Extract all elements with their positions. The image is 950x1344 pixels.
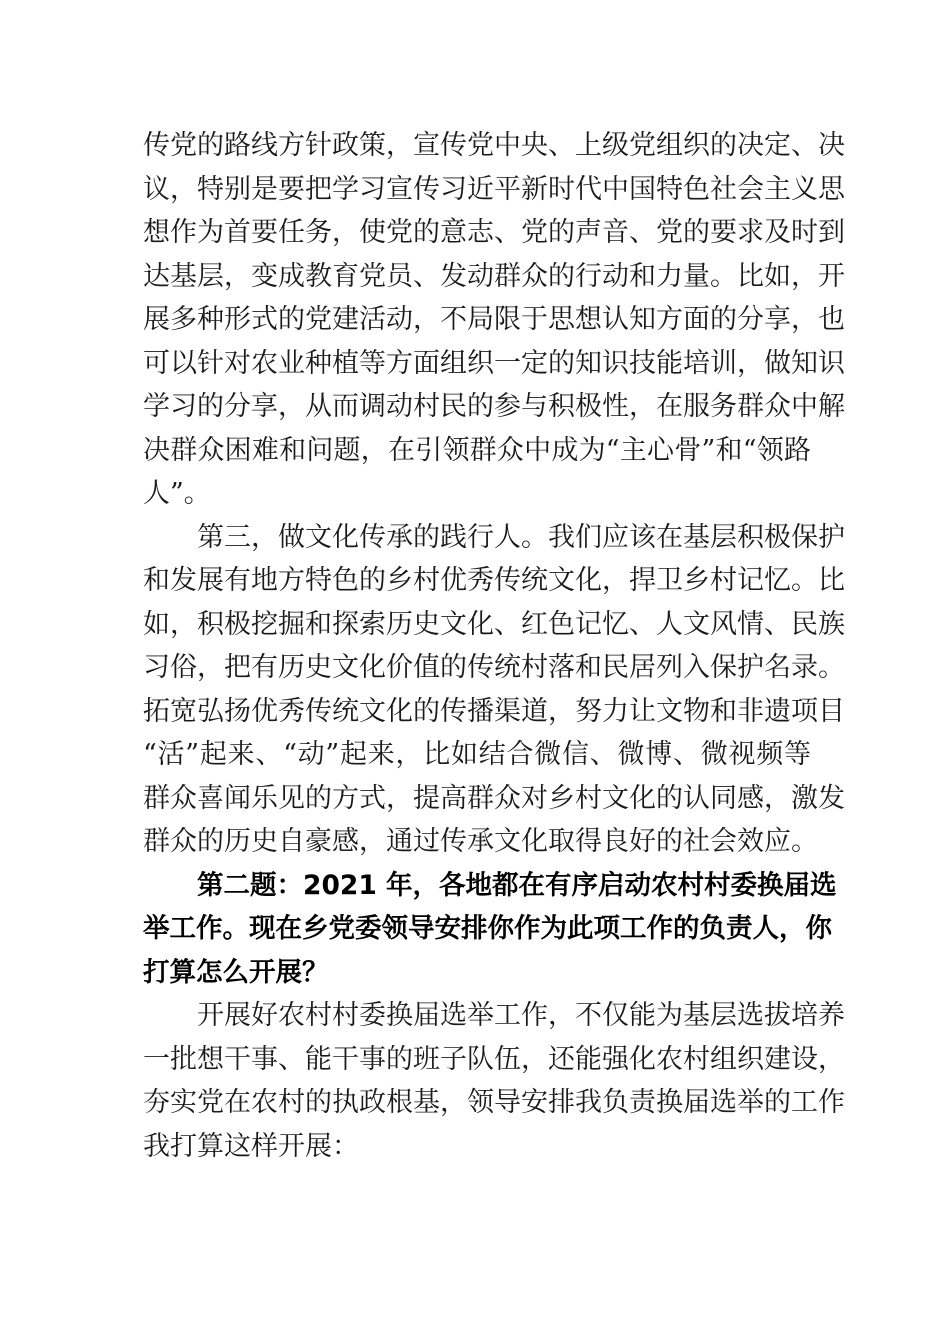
text-line: 拓宽弘扬优秀传统文化的传播渠道，努力让文物和非遗项目 — [143, 695, 845, 727]
text-line: 议，特别是要把学习宣传习近平新时代中国特色社会主义思 — [143, 173, 845, 205]
paragraph-election-answer — [143, 994, 845, 1168]
question-line: 第二题：2021 年，各地都在有序启动农村村委换届选 — [197, 869, 837, 901]
question-line: 举工作。现在乡党委领导安排你作为此项工作的负责人，你 — [143, 913, 832, 944]
text-line: 第三，做文化传承的践行人。我们应该在基层积极保护 — [197, 521, 845, 553]
text-line: 可以针对农业种植等方面组织一定的知识技能培训，做知识 — [143, 347, 845, 379]
text-line: 如，积极挖掘和探索历史文化、红色记忆、人文风情、民族 — [143, 608, 845, 640]
text-line: 决群众困难和问题，在引领群众中成为“主心骨”和“领路 — [143, 434, 811, 466]
text-line: 传党的路线方针政策，宣传党中央、上级党组织的决定、决 — [143, 130, 845, 161]
question-line: 打算怎么开展？ — [143, 956, 329, 988]
text-line: 夯实党在农村的执政根基，领导安排我负责换届选举的工作 — [143, 1087, 845, 1118]
text-line: 我打算这样开展： — [143, 1130, 359, 1162]
text-line: 习俗，把有历史文化价值的传统村落和民居列入保护名录。 — [143, 652, 845, 683]
paragraph-cultural-heritage — [143, 516, 845, 864]
text-line: 一批想干事、能干事的班子队伍，还能强化农村组织建设， — [143, 1043, 845, 1075]
text-line: 群众喜闻乐见的方式，提高群众对乡村文化的认同感，激发 — [143, 782, 845, 814]
document-body — [143, 124, 845, 1168]
question-heading — [143, 864, 837, 995]
text-line: 开展好农村村委换届选举工作，不仅能为基层选拔培养 — [197, 1000, 845, 1031]
text-line: 达基层，变成教育党员、发动群众的行动和力量。比如，开 — [143, 260, 845, 292]
text-line: 和发展有地方特色的乡村优秀传统文化，捍卫乡村记忆。比 — [143, 565, 845, 596]
text-line: 想作为首要任务，使党的意志、党的声音、党的要求及时到 — [143, 217, 845, 248]
text-line: 展多种形式的党建活动，不局限于思想认知方面的分享，也 — [143, 304, 845, 335]
text-line: 人”。 — [143, 478, 211, 509]
paragraph-party-propaganda — [143, 124, 845, 516]
text-line: 群众的历史自豪感，通过传承文化取得良好的社会效应。 — [143, 826, 818, 857]
text-line: 学习的分享，从而调动村民的参与积极性，在服务群众中解 — [143, 391, 845, 422]
text-line: “活”起来、“动”起来，比如结合微信、微博、微视频等 — [143, 739, 811, 770]
